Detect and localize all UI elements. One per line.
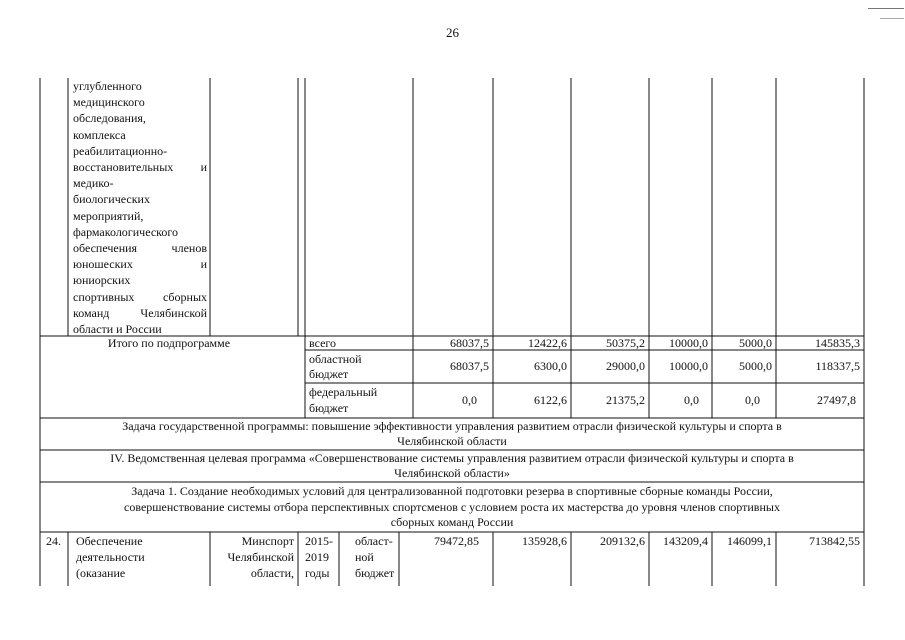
value-cell: 135928,6 — [522, 534, 567, 548]
desc-line: команд Челябинской — [73, 305, 207, 320]
desc-line: мероприятий, — [73, 208, 144, 223]
desc-line: реабилитационно- — [73, 143, 168, 158]
desc-line: спортивных сборных — [73, 289, 207, 304]
desc-line: медицинского — [73, 95, 145, 110]
desc-line: обследования, — [73, 111, 146, 126]
desc-line: восстановительных и — [73, 160, 207, 175]
value-cell: 6122,6 — [534, 393, 567, 407]
source-cell: всего — [309, 336, 337, 350]
desc-line: фармакологического — [73, 224, 178, 239]
desc-line: медико- — [73, 176, 114, 191]
period-line: годы — [305, 566, 330, 580]
value-cell: 145835,3 — [815, 336, 860, 350]
task-1-line: сборных команд России — [390, 515, 514, 529]
value-cell: 79472,85 — [434, 534, 479, 548]
task-1-line: Задача 1. Создание необходимых условий для централизованной подготовки резерва в спортивные сборные команды России, — [131, 484, 773, 498]
activity-line: (оказание — [76, 566, 126, 580]
desc-line: углубленного — [73, 79, 142, 93]
value-cell: 12422,6 — [528, 336, 567, 350]
desc-line: юношеских и — [73, 257, 207, 272]
value-cell: 209132,6 — [600, 534, 645, 548]
value-cell: 146099,1 — [727, 534, 772, 548]
value-cell: 10000,0 — [669, 336, 708, 350]
value-cell: 0,0 — [462, 393, 477, 407]
desc-line: комплекса — [73, 127, 126, 142]
desc-line: обеспечения членов — [73, 241, 207, 256]
state-task-line: Челябинской области — [397, 434, 507, 448]
activity-line: Обеспечение — [76, 534, 143, 548]
executor-line: Минспорт — [241, 534, 294, 548]
value-cell: 50375,2 — [606, 336, 645, 350]
period-line: 2019 — [305, 550, 329, 564]
source-line: област- — [355, 534, 393, 548]
value-cell: 29000,0 — [606, 359, 645, 373]
value-cell: 5000,0 — [739, 336, 772, 350]
value-cell: 21375,2 — [606, 393, 645, 407]
desc-line: области и России — [73, 322, 162, 337]
value-cell: 713842,55 — [809, 534, 860, 548]
source-line: ной — [355, 550, 374, 564]
section-iv-line: IV. Ведомственная целевая программа «Совершенствование системы управления развитием отрасли физической культуры и спорта в — [110, 451, 794, 465]
source-cell: федеральный — [309, 385, 378, 399]
activity-continuation — [73, 78, 207, 337]
source-cell: бюджет — [309, 367, 349, 381]
desc-line: биологических — [73, 192, 150, 207]
page-number: 26 — [446, 25, 459, 40]
value-cell: 27497,8 — [817, 393, 856, 407]
value-cell: 5000,0 — [739, 359, 772, 373]
subtotal-label: Итого по подпрограмме — [107, 336, 231, 350]
row-number: 24. — [46, 534, 61, 548]
executor-line: области, — [250, 566, 294, 580]
task-1-line: совершенствование системы отбора перспективных спортсменов с условием роста их мастерства до уровня членов спортивных — [124, 500, 780, 514]
activity-line: деятельности — [76, 550, 145, 564]
value-cell: 68037,5 — [450, 359, 489, 373]
desc-line: юниорских — [73, 273, 131, 288]
source-cell: бюджет — [309, 401, 349, 415]
executor-line: Челябинской — [227, 550, 294, 564]
value-cell: 10000,0 — [669, 359, 708, 373]
value-cell: 143209,4 — [663, 534, 708, 548]
period-line: 2015- — [305, 534, 333, 548]
value-cell: 0,0 — [745, 393, 760, 407]
value-cell: 0,0 — [684, 393, 699, 407]
value-cell: 6300,0 — [534, 359, 567, 373]
value-cell: 118337,5 — [815, 359, 860, 373]
section-iv-line: Челябинской области» — [394, 466, 510, 480]
source-cell: областной — [309, 352, 362, 366]
source-line: бюджет — [355, 566, 395, 580]
state-task-line: Задача государственной программы: повышение эффективности управления развитием отрасли физической культуры и спорта в — [122, 419, 782, 433]
value-cell: 68037,5 — [450, 336, 489, 350]
